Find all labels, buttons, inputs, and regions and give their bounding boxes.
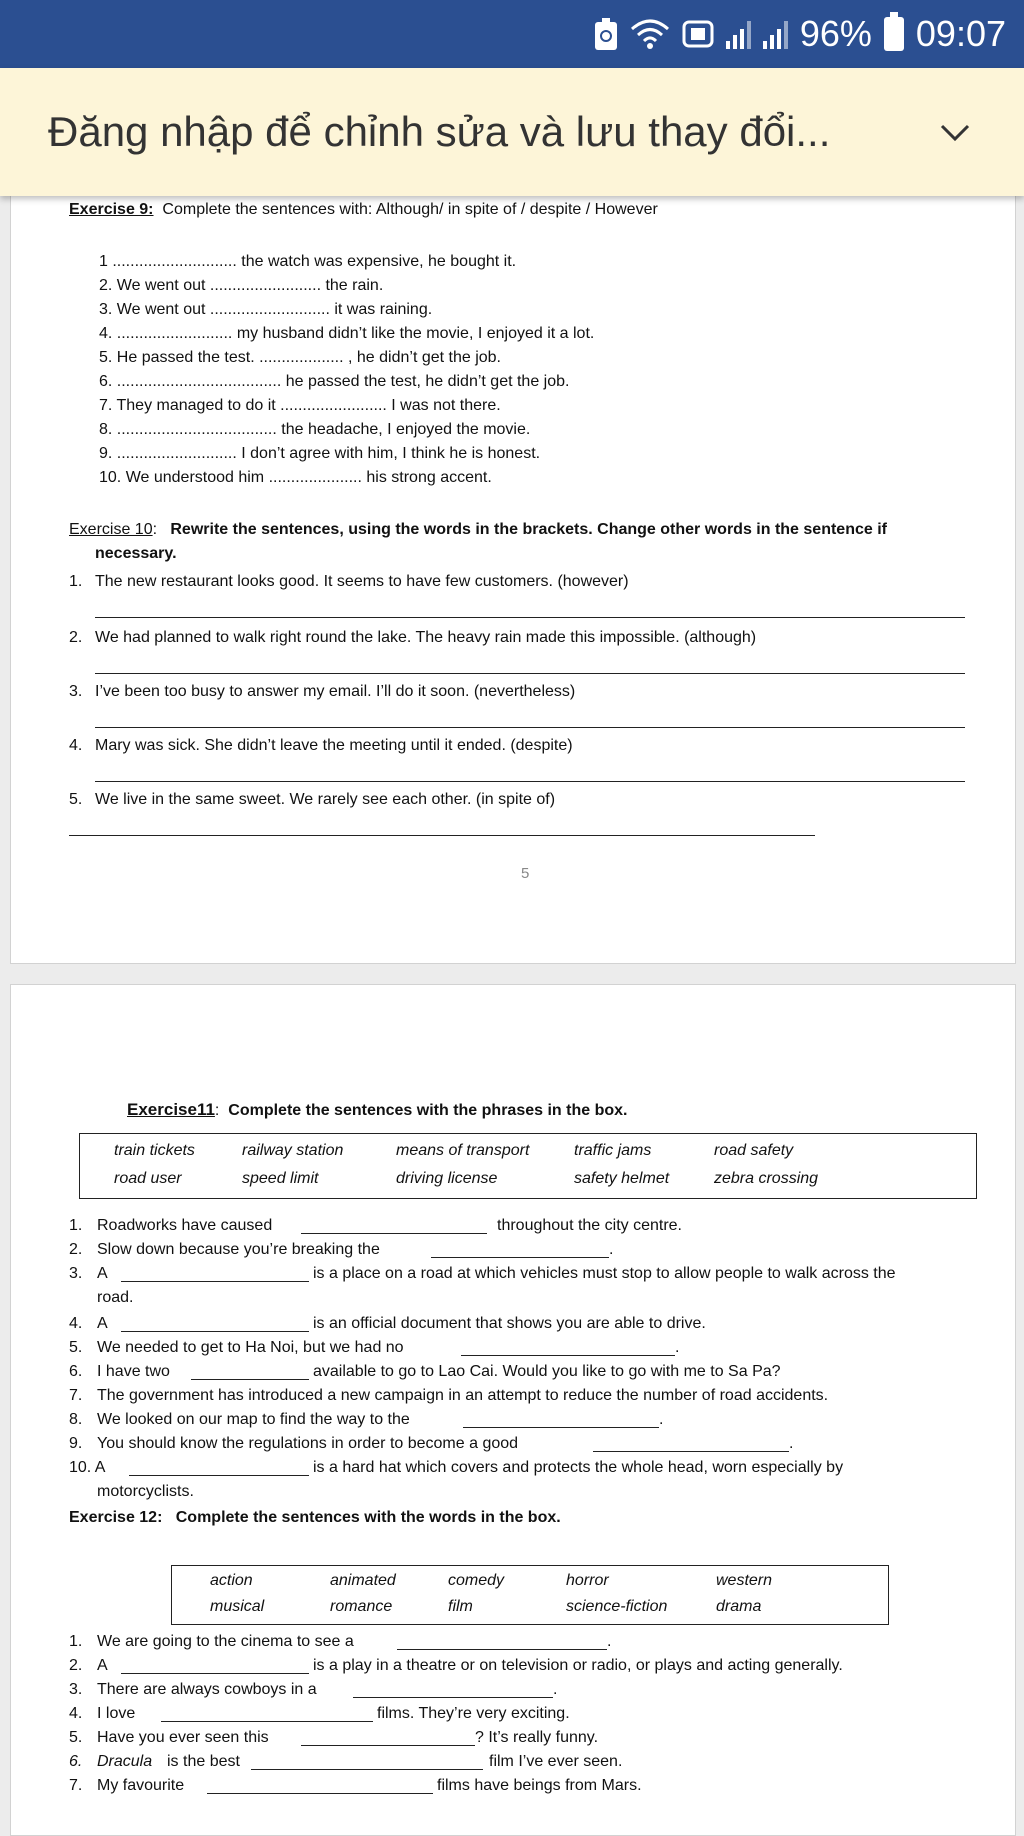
signal-strength-icon bbox=[726, 19, 751, 49]
ex9-item: 5. He passed the test. ................... , he didn’t get the job. bbox=[99, 349, 501, 366]
ex11-num: 9. bbox=[69, 1435, 83, 1452]
blank-line bbox=[593, 1451, 789, 1452]
blank-line bbox=[251, 1769, 483, 1770]
ex10-num: 1. bbox=[69, 573, 83, 590]
ex11-item: is an official document that shows you are able to drive. bbox=[313, 1315, 706, 1332]
ex10-item: The new restaurant looks good. It seems to have few customers. (however) bbox=[95, 573, 629, 590]
ex9-heading: Exercise 9: Complete the sentences with: Although/ in spite of / despite / However bbox=[69, 201, 658, 218]
ex10-heading-cont: necessary. bbox=[95, 545, 177, 562]
ex11-item: You should know the regulations in order to become a good bbox=[97, 1435, 519, 1452]
phrase: road user bbox=[114, 1170, 182, 1187]
ex11-num: 4. bbox=[69, 1315, 83, 1332]
battery-icon bbox=[884, 17, 904, 51]
ex11-item: . bbox=[675, 1339, 680, 1356]
blank-line bbox=[301, 1745, 475, 1746]
ex9-item: 8. .................................... the headache, I enjoyed the movie. bbox=[99, 421, 531, 438]
ex12-item: Dracula bbox=[97, 1753, 153, 1770]
ex11-item: throughout the city centre. bbox=[497, 1217, 682, 1234]
blank-line bbox=[121, 1331, 309, 1332]
blank-line bbox=[431, 1257, 609, 1258]
ex11-phrase-box bbox=[79, 1133, 977, 1199]
ex11-num: 2. bbox=[69, 1241, 83, 1258]
ex9-item: 4. .......................... my husband didn’t like the movie, I enjoyed it a lot. bbox=[99, 325, 595, 342]
ex10-heading: Exercise 10: Rewrite the sentences, using the words in the brackets. Change other words in the sentence if bbox=[69, 521, 887, 538]
chevron-down-icon[interactable] bbox=[938, 115, 972, 149]
ex12-num: 4. bbox=[69, 1705, 83, 1722]
phrase: speed limit bbox=[242, 1170, 319, 1187]
ex12-item: . bbox=[607, 1633, 612, 1650]
ex11-num: 6. bbox=[69, 1363, 83, 1380]
word: drama bbox=[716, 1598, 762, 1615]
ex11-item: A bbox=[97, 1265, 108, 1282]
ex12-num: 2. bbox=[69, 1657, 83, 1674]
ex11-item: . bbox=[789, 1435, 794, 1452]
ex9-item: 9. ........................... I don’t agree with him, I think he is honest. bbox=[99, 445, 541, 462]
word: western bbox=[716, 1572, 773, 1589]
word: comedy bbox=[448, 1572, 505, 1589]
ex12-item: film I’ve ever seen. bbox=[489, 1753, 623, 1770]
ex12-word-box bbox=[171, 1565, 889, 1625]
ex11-num: 10. A bbox=[69, 1459, 106, 1476]
ex9-item: 1 ............................ the watch was expensive, he bought it. bbox=[99, 253, 517, 270]
phrase: railway station bbox=[242, 1142, 344, 1159]
word: animated bbox=[330, 1572, 396, 1589]
answer-line bbox=[69, 835, 815, 836]
ex9-item: 2. We went out ......................... the rain. bbox=[99, 277, 384, 294]
phrase: means of transport bbox=[396, 1142, 530, 1159]
ex12-item: I love bbox=[97, 1705, 136, 1722]
ex10-item: We had planned to walk right round the lake. The heavy rain made this impossible. (although) bbox=[95, 629, 757, 646]
ex11-item: motorcyclists. bbox=[97, 1483, 194, 1500]
ex12-item: is the best bbox=[167, 1753, 240, 1770]
blank-line bbox=[121, 1281, 309, 1282]
hd-voice-icon bbox=[682, 17, 714, 51]
ex10-num: 5. bbox=[69, 791, 83, 808]
answer-line bbox=[95, 673, 965, 674]
ex11-item: Roadworks have caused bbox=[97, 1217, 273, 1234]
ex11-item: . bbox=[609, 1241, 614, 1258]
battery-percentage: 96% bbox=[799, 13, 872, 54]
recycle-notification-icon bbox=[594, 17, 618, 51]
phrase: train tickets bbox=[114, 1142, 195, 1159]
ex11-item: is a hard hat which covers and protects the whole head, worn especially by bbox=[313, 1459, 844, 1476]
word: romance bbox=[330, 1598, 393, 1615]
blank-line bbox=[129, 1475, 309, 1476]
blank-line bbox=[461, 1355, 675, 1356]
ex12-item: We are going to the cinema to see a bbox=[97, 1633, 354, 1650]
word: action bbox=[210, 1572, 253, 1589]
document-page-6 bbox=[10, 984, 1016, 1836]
ex11-item: . bbox=[659, 1411, 664, 1428]
ex11-item: available to go to Lao Cai. Would you like to go with me to Sa Pa? bbox=[313, 1363, 781, 1380]
blank-line bbox=[301, 1233, 487, 1234]
answer-line bbox=[95, 781, 965, 782]
answer-line bbox=[95, 727, 965, 728]
ex12-heading: Exercise 12: Complete the sentences with the words in the box. bbox=[69, 1509, 561, 1526]
phrase: traffic jams bbox=[574, 1142, 652, 1159]
ex11-num: 8. bbox=[69, 1411, 83, 1428]
ex12-item: Have you ever seen this bbox=[97, 1729, 269, 1746]
ex12-num: 3. bbox=[69, 1681, 83, 1698]
ex11-item: is a place on a road at which vehicles must stop to allow people to walk across the bbox=[313, 1265, 896, 1282]
phrase: safety helmet bbox=[574, 1170, 670, 1187]
ex12-item: ? It’s really funny. bbox=[475, 1729, 599, 1746]
blank-line bbox=[121, 1673, 309, 1674]
login-banner[interactable] bbox=[0, 68, 1024, 196]
ex12-num: 7. bbox=[69, 1777, 83, 1794]
ex10-item: We live in the same sweet. We rarely see each other. (in spite of) bbox=[95, 791, 556, 808]
word: horror bbox=[566, 1572, 609, 1589]
ex9-item: 10. We understood him ..................... his strong accent. bbox=[99, 469, 492, 486]
ex12-item: is a play in a theatre or on television or radio, or plays and acting generally. bbox=[313, 1657, 843, 1674]
ex11-item: We looked on our map to find the way to the bbox=[97, 1411, 410, 1428]
ex11-item: Slow down because you’re breaking the bbox=[97, 1241, 380, 1258]
wifi-icon bbox=[630, 17, 670, 51]
banner-title: Đăng nhập để chỉnh sửa và lưu thay đổi... bbox=[48, 108, 831, 155]
ex10-num: 4. bbox=[69, 737, 83, 754]
status-bar bbox=[0, 0, 1024, 68]
page-number: 5 bbox=[521, 865, 530, 882]
ex11-num: 5. bbox=[69, 1339, 83, 1356]
ex12-num: 5. bbox=[69, 1729, 83, 1746]
document-page-5 bbox=[10, 188, 1016, 964]
signal-strength-icon-2 bbox=[763, 19, 788, 49]
ex11-item: The government has introduced a new campaign in an attempt to reduce the number of road accidents. bbox=[97, 1387, 829, 1404]
ex11-heading: Exercise11: Complete the sentences with the phrases in the box. bbox=[127, 1100, 628, 1119]
clock: 09:07 bbox=[915, 13, 1006, 54]
blank-line bbox=[207, 1793, 433, 1794]
ex12-num: 6. bbox=[69, 1753, 83, 1770]
ex11-num: 3. bbox=[69, 1265, 83, 1282]
ex11-item: A bbox=[97, 1315, 108, 1332]
ex12-item: films have beings from Mars. bbox=[437, 1777, 642, 1794]
ex11-item: We needed to get to Ha Noi, but we had no bbox=[97, 1339, 404, 1356]
blank-line bbox=[161, 1721, 373, 1722]
ex11-num: 7. bbox=[69, 1387, 83, 1404]
ex11-item: I have two bbox=[97, 1363, 170, 1380]
ex11-num: 1. bbox=[69, 1217, 83, 1234]
ex9-item: 7. They managed to do it ........................ I was not there. bbox=[99, 397, 501, 414]
ex10-num: 2. bbox=[69, 629, 83, 646]
answer-line bbox=[95, 617, 965, 618]
word: musical bbox=[210, 1598, 265, 1615]
phrase: road safety bbox=[714, 1142, 794, 1159]
word: science-fiction bbox=[566, 1598, 668, 1615]
phrase: driving license bbox=[396, 1170, 498, 1187]
ex10-item: I’ve been too busy to answer my email. I’ll do it soon. (nevertheless) bbox=[95, 683, 576, 700]
ex10-item: Mary was sick. She didn’t leave the meeting until it ended. (despite) bbox=[95, 737, 573, 754]
ex12-num: 1. bbox=[69, 1633, 83, 1650]
ex12-item: films. They’re very exciting. bbox=[377, 1705, 570, 1722]
phrase: zebra crossing bbox=[714, 1170, 819, 1187]
blank-line bbox=[191, 1379, 309, 1380]
blank-line bbox=[353, 1697, 553, 1698]
ex12-item: A bbox=[97, 1657, 108, 1674]
word: film bbox=[448, 1598, 473, 1615]
blank-line bbox=[463, 1427, 659, 1428]
ex12-item: . bbox=[553, 1681, 558, 1698]
blank-line bbox=[397, 1649, 607, 1650]
ex9-item: 6. ..................................... he passed the test, he didn’t get the job. bbox=[99, 373, 570, 390]
ex11-item: road. bbox=[97, 1289, 134, 1306]
ex10-num: 3. bbox=[69, 683, 83, 700]
ex12-item: My favourite bbox=[97, 1777, 185, 1794]
ex12-item: There are always cowboys in a bbox=[97, 1681, 317, 1698]
ex9-item: 3. We went out ........................... it was raining. bbox=[99, 301, 433, 318]
